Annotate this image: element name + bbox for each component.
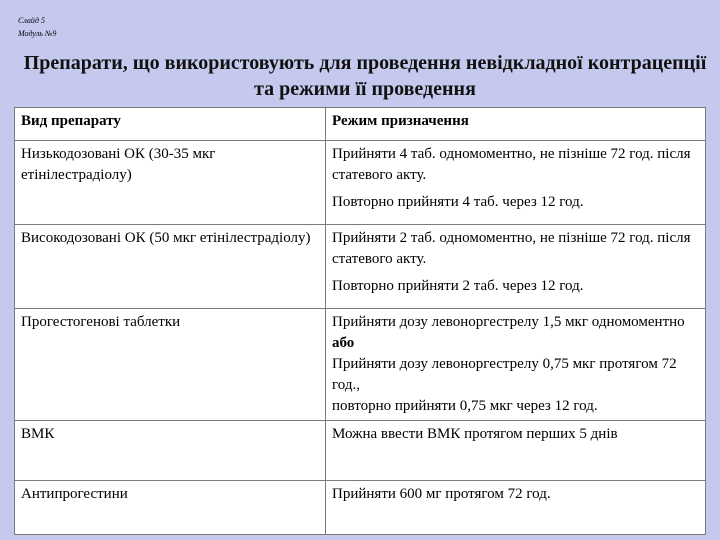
regimen-cell [326,309,706,421]
regimen-line: Прийняти дозу левоноргестрелу 0,75 мкг протягом 72 год., [332,356,677,393]
table-row [15,141,706,225]
slide-number: Слайд 5 [18,16,45,25]
drug-cell: Прогестогенові таблетки [15,309,326,421]
module-number: Модуль №9 [18,29,57,38]
drug-cell: Високодозовані ОК (50 мкг етінілестрадіолу) [15,225,326,309]
table-row [15,421,706,481]
table-row [15,225,706,309]
regimen-line: Прийняти 4 таб. одномоментно, не пізніше 72 год. після статевого акту. [332,146,691,183]
header-drug-type: Вид препарату [15,108,326,141]
regimen-line: Прийняти 2 таб. одномоментно, не пізніше 72 год. після статевого акту. [332,230,691,267]
table-row [15,309,706,421]
regimen-cell: Прийняти 600 мг протягом 72 год. [326,481,706,535]
regimen-cell: Можна ввести ВМК протягом перших 5 днів [326,421,706,481]
regimen-cell [326,141,706,225]
slide-title: Препарати, що використовують для проведення невідкладної контрацепції та режими її проведення [23,52,707,100]
or-word: або [332,335,355,351]
header-regimen: Режим призначення [326,108,706,141]
regimen-line: Прийняти дозу левоноргестрелу 1,5 мкг одномоментно [332,314,685,330]
regimen-line: Повторно прийняти 2 таб. через 12 год. [332,278,584,294]
drug-cell: Низькодозовані ОК (30-35 мкг етінілестрадіолу) [15,141,326,225]
regimen-line: повторно прийняти 0,75 мкг через 12 год. [332,398,598,414]
regimen-cell [326,225,706,309]
regimen-line: Повторно прийняти 4 таб. через 12 год. [332,194,584,210]
drug-cell: ВМК [15,421,326,481]
table-row [15,481,706,535]
table-header-row [15,108,706,141]
drug-table [14,107,706,535]
drug-cell: Антипрогестини [15,481,326,535]
slide-meta [18,14,56,40]
